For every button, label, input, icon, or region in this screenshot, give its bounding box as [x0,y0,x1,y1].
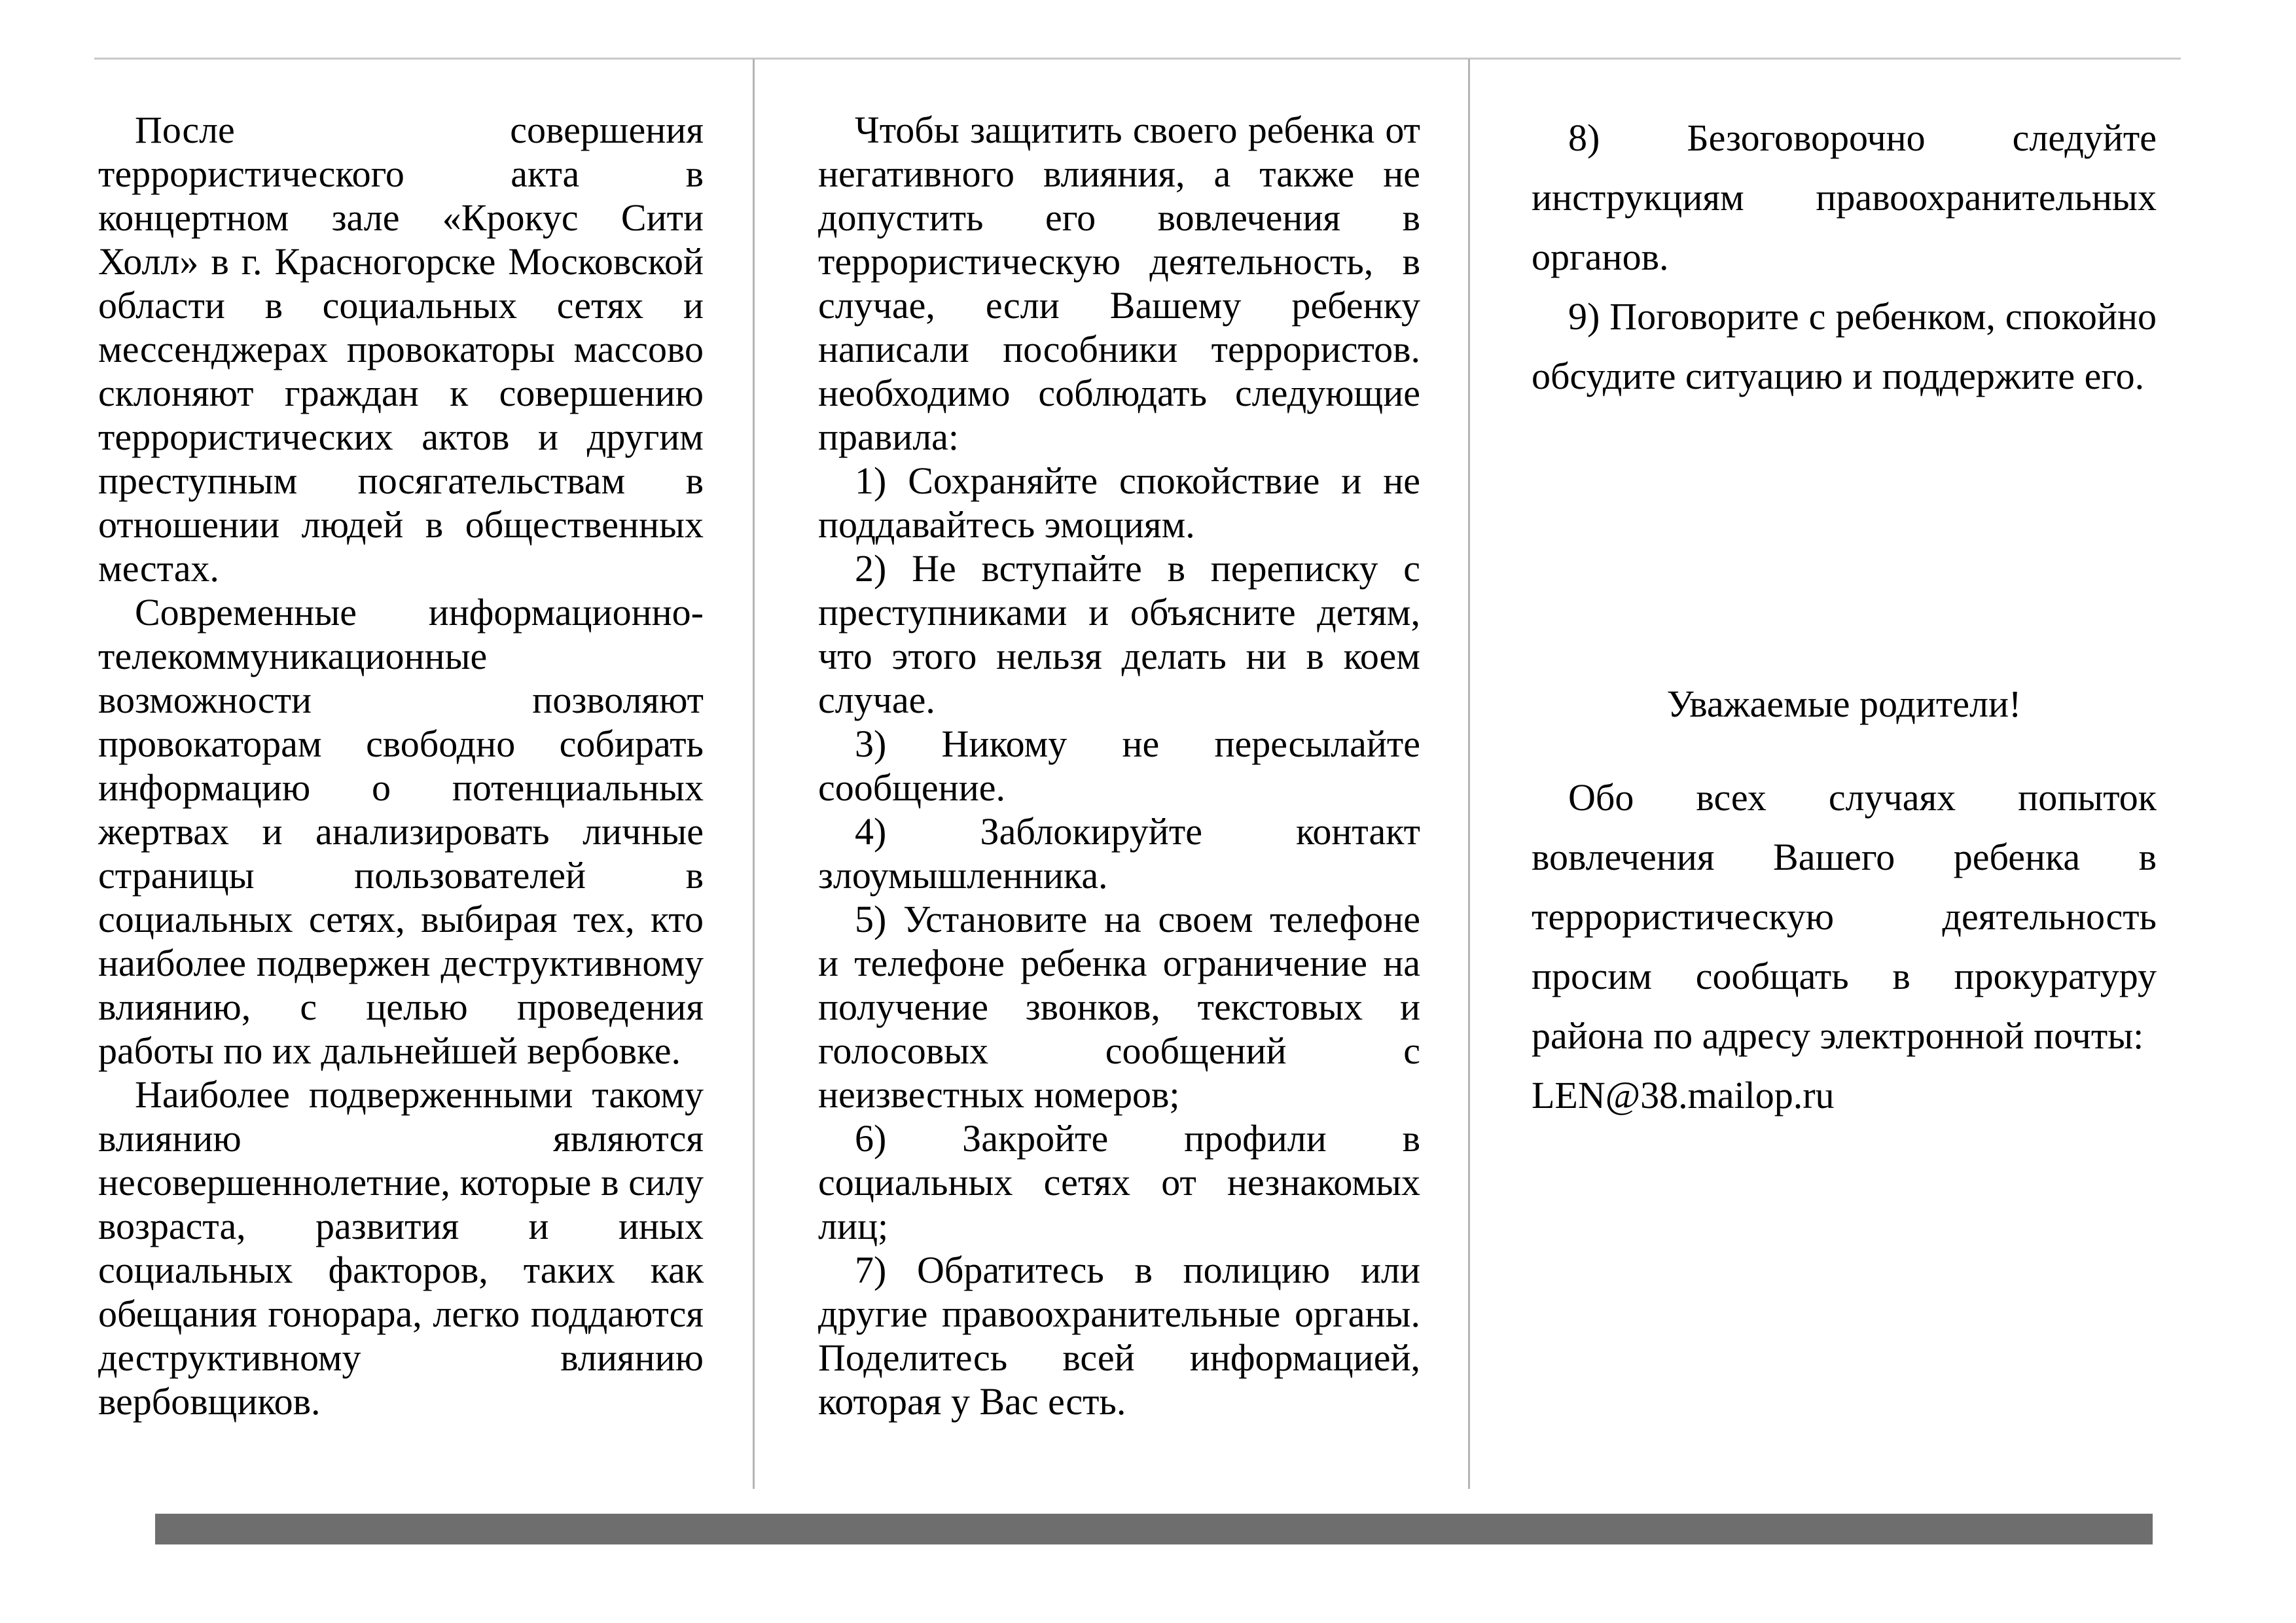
list-item-rule-8: 8) Безоговорочно следуйте инструкциям правоохранительных органов. [1532,116,2157,278]
footer-bar [155,1514,2153,1544]
email-address: LEN@38.mailop.ru [1532,1074,1835,1116]
paragraph-rules-intro: Чтобы защитить своего ребенка от негативного влияния, а также не допустить его вовлечения в террористическую деятельность, в случае, если Вашему ребенку написали пособники террористов. необходимо соблюдать следующие правила: [818,109,1420,458]
top-rule [94,58,2181,60]
column-divider-right [1468,59,1470,1489]
list-item-rule-5: 5) Установите на своем телефоне и телефоне ребенка ограничение на получение звонков, текстовых и голосовых сообщений с неизвестных номеров; [818,898,1420,1116]
closing-paragraph [1532,768,2157,1125]
parents-heading: Уважаемые родители! [1666,683,2022,725]
list-item-rule-4: 4) Заблокируйте контакт злоумышленника. [818,810,1420,897]
closing-text: Обо всех случаях попыток вовлечения Вашего ребенка в террористическую деятельность просим сообщать в прокуратуру района по адресу электронной почты: [1532,776,2157,1057]
column-left [98,108,704,1423]
list-item-rule-2: 2) Не вступайте в переписку с преступниками и объясните детям, что этого нельзя делать ни в коем случае. [818,547,1420,721]
column-divider-left [753,59,755,1489]
column-middle [818,108,1420,1423]
list-item-rule-6: 6) Закройте профили в социальных сетях от незнакомых лиц; [818,1117,1420,1247]
paragraph-minors-vulnerable: Наиболее подверженными такому влиянию являются несовершеннолетние, которые в силу возраста, развития и иных социальных факторов, таких как обещания гонорара, легко поддаются деструктивному влиянию вербовщиков. [98,1073,704,1423]
list-item-rule-7: 7) Обратитесь в полицию или другие правоохранительные органы. Поделитесь всей информацией, которая у Вас есть. [818,1249,1420,1423]
paragraph-intro-attack: После совершения террористического акта в концертном зале «Крокус Сити Холл» в г. Красногорске Московской области в социальных сетях и мессенджерах провокаторы массово склоняют граждан к совершению террористических актов и другим преступным посягательствам в отношении людей в общественных местах. [98,109,704,590]
paragraph-telecom-recruiting: Современные информационно-телекоммуникационные возможности позволяют провокаторам свободно собирать информацию о потенциальных жертвах и анализировать личные страницы пользователей в социальных сетях, выбирая тех, кто наиболее подвержен деструктивному влиянию, с целью проведения работы по их дальнейшей вербовке. [98,591,704,1072]
column-right [1532,108,2157,1125]
list-item-rule-3: 3) Никому не пересылайте сообщение. [818,722,1420,809]
list-item-rule-9: 9) Поговорите с ребенком, спокойно обсудите ситуацию и поддержите его. [1532,295,2157,397]
list-item-rule-1: 1) Сохраняйте спокойствие и не поддавайтесь эмоциям. [818,459,1420,546]
